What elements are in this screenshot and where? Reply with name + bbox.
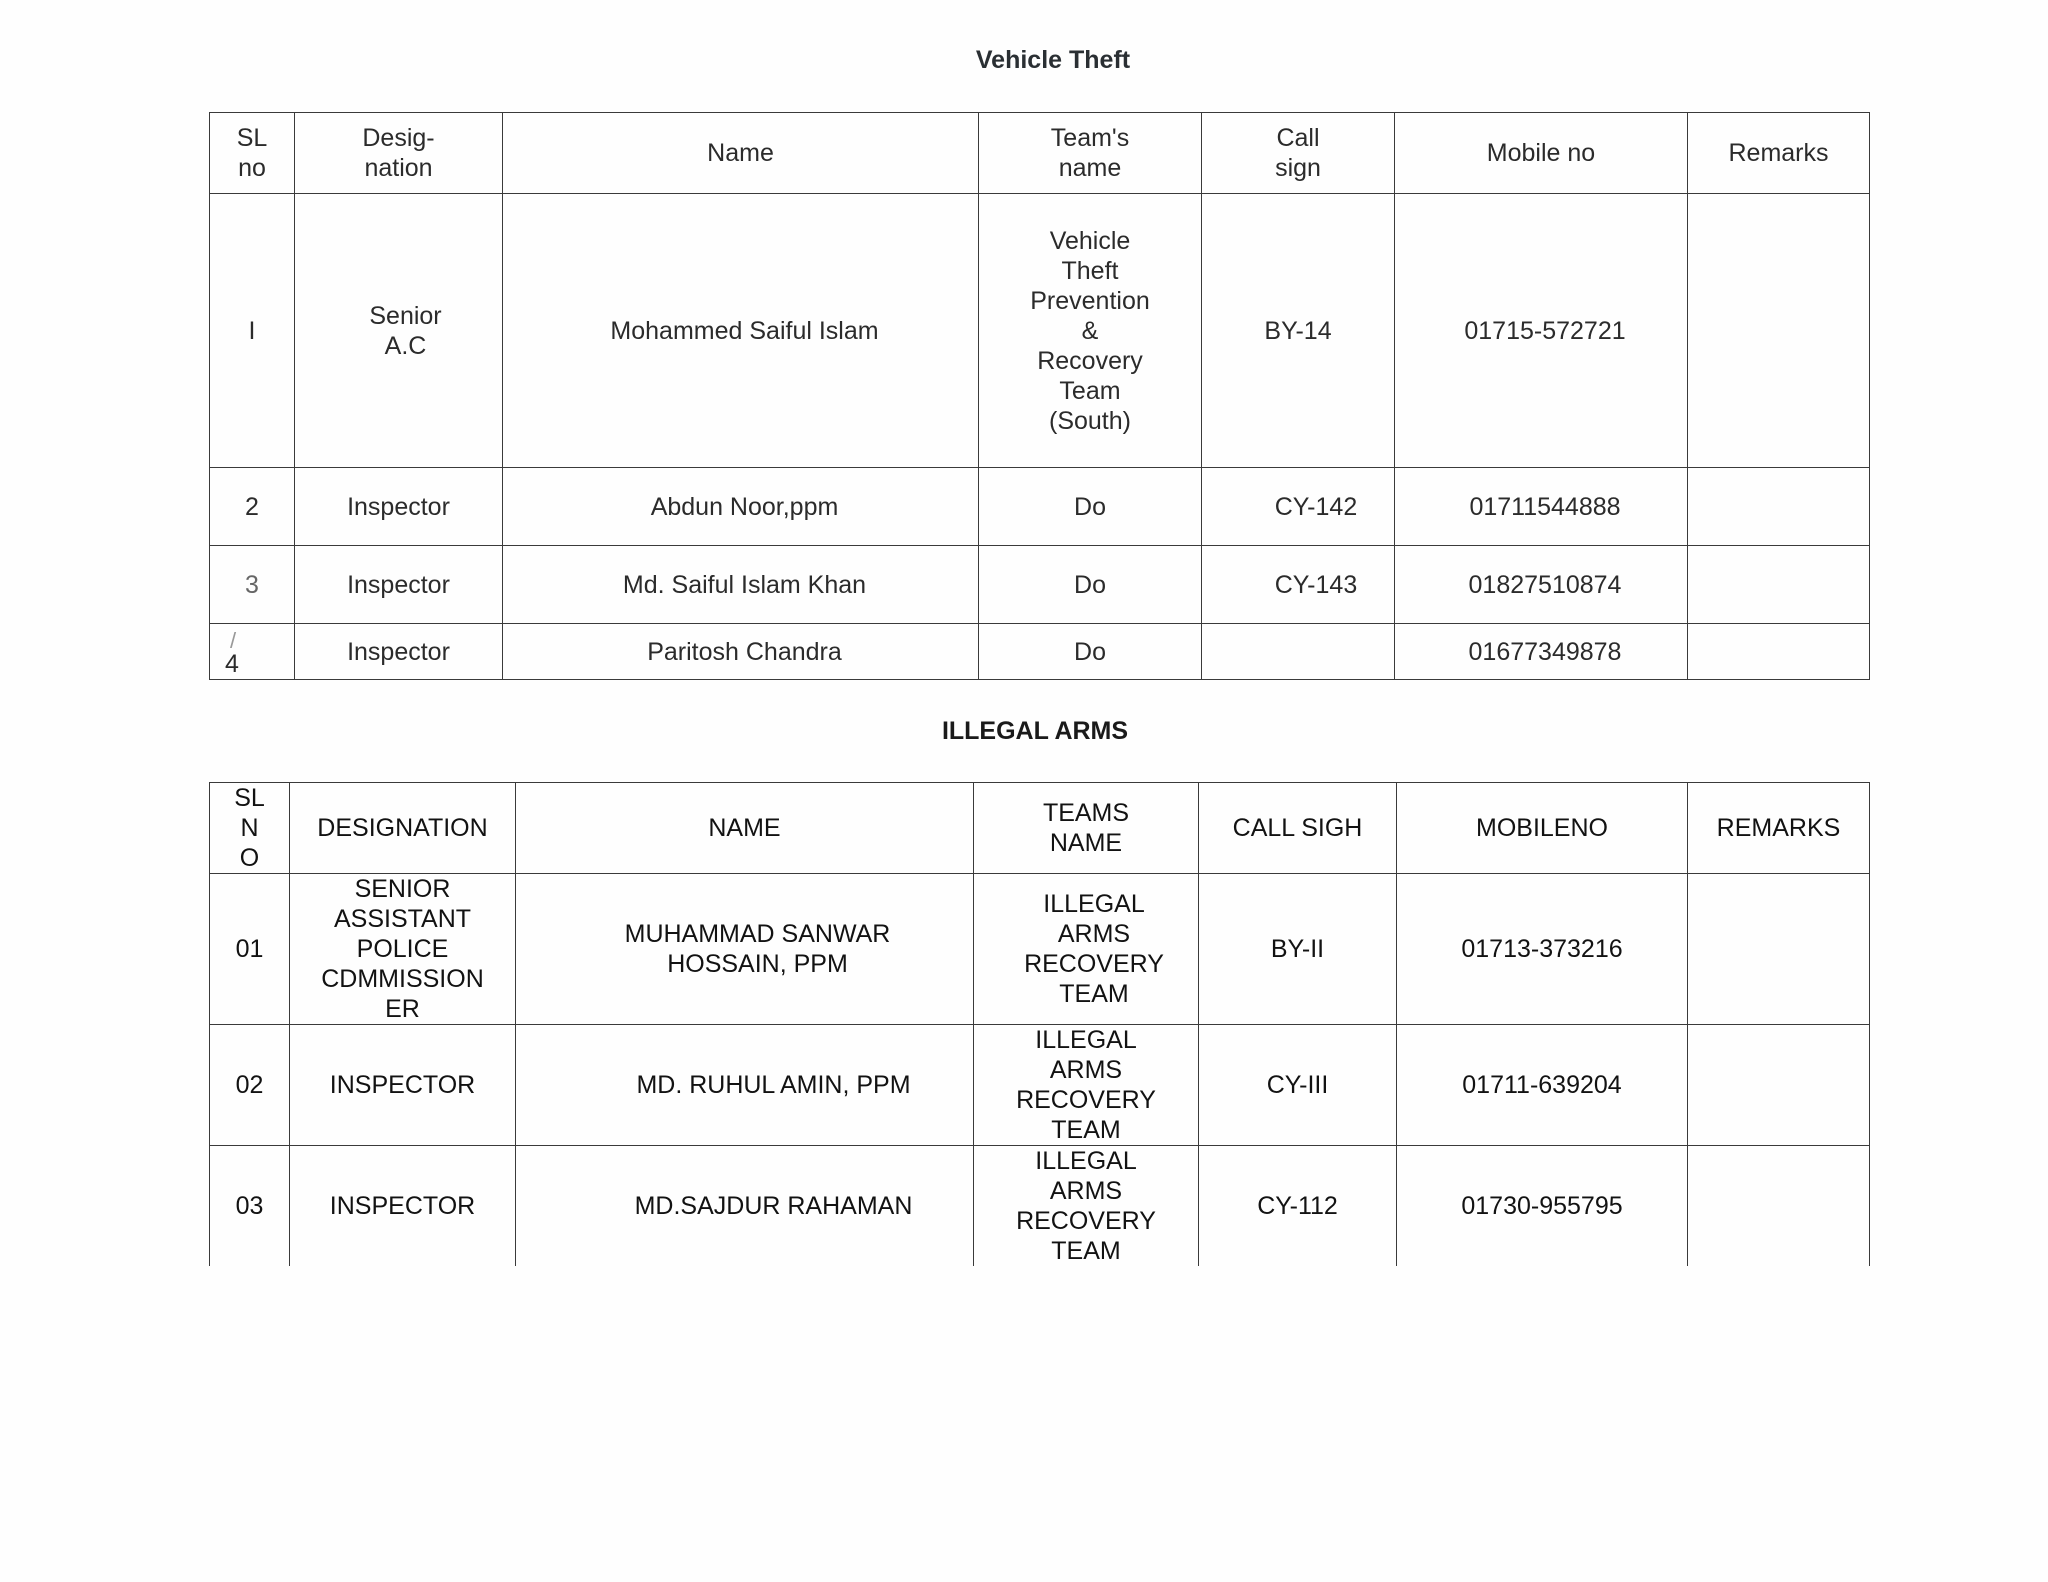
cell-call-sign: CY-III <box>1199 1025 1397 1146</box>
cell-sl: 03 <box>210 1146 290 1267</box>
cell-mobile: 01711-639204 <box>1397 1025 1688 1146</box>
cell-mobile: 01711544888 <box>1395 468 1688 546</box>
cell-remarks <box>1688 624 1870 680</box>
table-header-row <box>210 113 1870 194</box>
table-header-row <box>210 783 1870 874</box>
cell-name: Md. Saiful Islam Khan <box>503 546 979 624</box>
header-team: TEAMS NAME <box>974 783 1199 874</box>
cell-sl: 01 <box>210 874 290 1025</box>
cell-name: MUHAMMAD SANWAR HOSSAIN, PPM <box>516 874 974 1025</box>
cell-name: Mohammed Saiful Islam <box>503 194 979 468</box>
cell-remarks <box>1688 1146 1870 1267</box>
cell-name: Paritosh Chandra <box>503 624 979 680</box>
cell-sl: 2 <box>210 468 295 546</box>
header-mobile: Mobile no <box>1395 113 1688 194</box>
cell-team: Do <box>979 624 1202 680</box>
table-row <box>210 1025 1870 1146</box>
illegal-arms-table <box>209 782 1870 1266</box>
table-row <box>210 1146 1870 1267</box>
cell-name: MD.SAJDUR RAHAMAN <box>516 1146 974 1267</box>
vehicle-theft-title: Vehicle Theft <box>975 46 1131 74</box>
cell-call-sign: CY-112 <box>1199 1146 1397 1267</box>
header-call-sign: CALL SIGH <box>1199 783 1397 874</box>
cell-call-sign: CY-143 <box>1202 546 1395 624</box>
table-row <box>210 874 1870 1025</box>
cell-team: ILLEGAL ARMS RECOVERY TEAM <box>974 874 1199 1025</box>
cell-designation: Inspector <box>295 546 503 624</box>
cell-call-sign: CY-142 <box>1202 468 1395 546</box>
cell-sl: I <box>210 194 295 468</box>
cell-designation: Inspector <box>295 624 503 680</box>
header-designation: Desig- nation <box>295 113 503 194</box>
cell-team: ILLEGAL ARMS RECOVERY TEAM <box>974 1146 1199 1267</box>
cell-mobile: 01730-955795 <box>1397 1146 1688 1267</box>
table-row <box>210 624 1870 680</box>
cell-designation: SENIOR ASSISTANT POLICE CDMMISSION ER <box>290 874 516 1025</box>
cell-name: Abdun Noor,ppm <box>503 468 979 546</box>
header-remarks: Remarks <box>1688 113 1870 194</box>
header-team: Team's name <box>979 113 1202 194</box>
cell-team: ILLEGAL ARMS RECOVERY TEAM <box>974 1025 1199 1146</box>
header-name: Name <box>503 113 979 194</box>
cell-designation: Inspector <box>295 468 503 546</box>
table-row <box>210 194 1870 468</box>
header-mobile: MOBILENO <box>1397 783 1688 874</box>
header-sl: SL no <box>210 113 295 194</box>
cell-team: Vehicle Theft Prevention & Recovery Team (South) <box>979 194 1202 468</box>
cell-name: MD. RUHUL AMIN, PPM <box>516 1025 974 1146</box>
cell-call-sign: BY-II <box>1199 874 1397 1025</box>
cell-remarks <box>1688 1025 1870 1146</box>
sl-number: 4 <box>225 650 239 678</box>
vehicle-theft-table <box>209 112 1870 680</box>
cell-mobile: 01677349878 <box>1395 624 1688 680</box>
header-name: NAME <box>516 783 974 874</box>
cell-sl: 02 <box>210 1025 290 1146</box>
cell-sl: 3 <box>210 546 295 624</box>
sl-mark: / <box>230 628 237 653</box>
header-designation: DESIGNATION <box>290 783 516 874</box>
cell-sl <box>210 624 295 680</box>
illegal-arms-title: ILLEGAL ARMS <box>941 717 1129 745</box>
cell-remarks <box>1688 194 1870 468</box>
cell-call-sign <box>1202 624 1395 680</box>
cell-remarks <box>1688 874 1870 1025</box>
cell-mobile: 01827510874 <box>1395 546 1688 624</box>
cell-designation: INSPECTOR <box>290 1146 516 1267</box>
table-row <box>210 546 1870 624</box>
header-call-sign: Call sign <box>1202 113 1395 194</box>
cell-team: Do <box>979 546 1202 624</box>
cell-team: Do <box>979 468 1202 546</box>
cell-designation: Senior A.C <box>295 194 503 468</box>
table-row <box>210 468 1870 546</box>
header-remarks: REMARKS <box>1688 783 1870 874</box>
cell-remarks <box>1688 468 1870 546</box>
cell-call-sign: BY-14 <box>1202 194 1395 468</box>
header-sl: SL N O <box>210 783 290 874</box>
cell-remarks <box>1688 546 1870 624</box>
cell-mobile: 01713-373216 <box>1397 874 1688 1025</box>
cell-designation: INSPECTOR <box>290 1025 516 1146</box>
cell-mobile: 01715-572721 <box>1395 194 1688 468</box>
